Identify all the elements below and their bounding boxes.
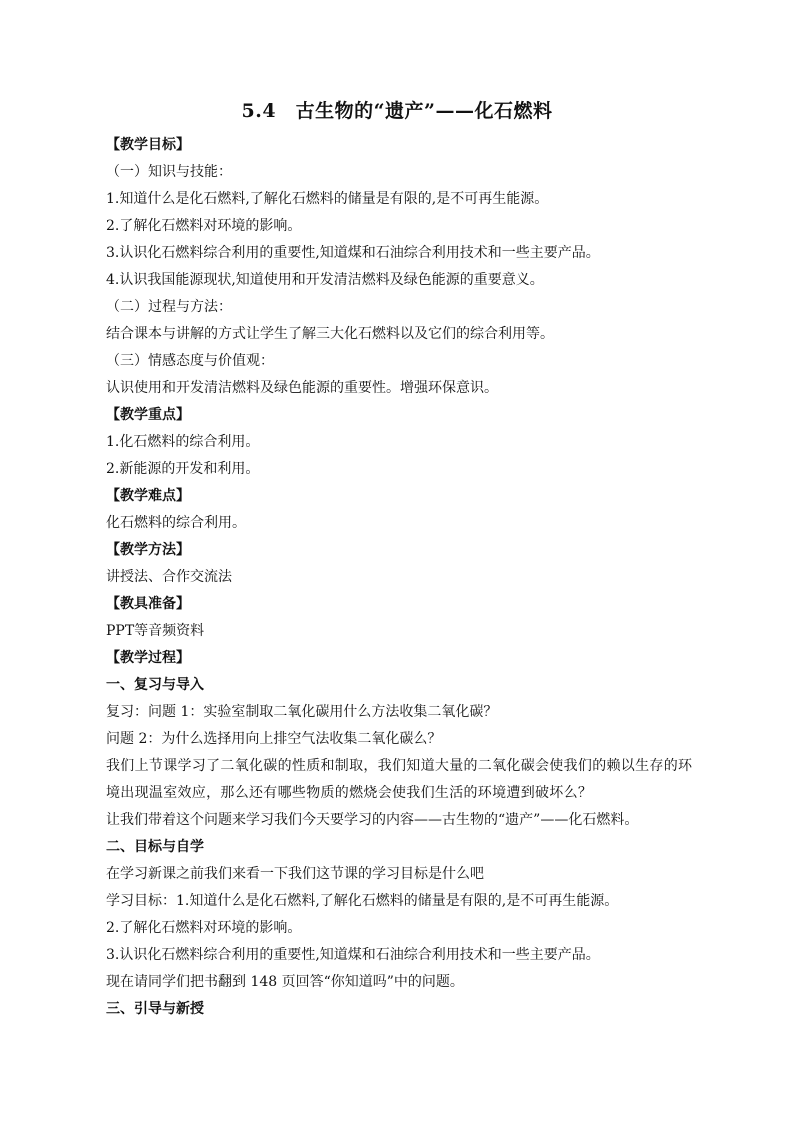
paragraph-line: 复习：问题 1：实验室制取二氧化碳用什么方法收集二氧化碳？: [106, 704, 498, 720]
section-heading: 【教学方法】: [106, 542, 190, 558]
paragraph-line: 让我们带着这个问题来学习我们今天要学习的内容——古生物的“遗产”——化石燃料。: [106, 812, 639, 828]
paragraph-line: 4.认识我国能源现状,知道使用和开发清洁燃料及绿色能源的重要意义。: [106, 272, 544, 288]
section-heading: 【教学难点】: [106, 488, 190, 504]
paragraph-line: 我们上节课学习了二氧化碳的性质和制取，我们知道大量的二氧化碳会使我们的赖以生存的环境出现温室效应，那么还有哪些物质的燃烧会使我们生活的环境遭到破坏么？: [106, 758, 693, 801]
section-heading: 二、目标与自学: [106, 839, 204, 855]
document-body: [106, 132, 706, 1023]
paragraph-line: 2.了解化石燃料对环境的影响。: [106, 218, 302, 234]
paragraph-line: （一）知识与技能：: [106, 164, 232, 180]
paragraph-line: 问题 2：为什么选择用向上排空气法收集二氧化碳么？: [106, 731, 442, 747]
paragraph-line: 认识使用和开发清洁燃料及绿色能源的重要性。增强环保意识。: [106, 380, 498, 396]
paragraph-line: 在学习新课之前我们来看一下我们这节课的学习目标是什么吧: [106, 866, 484, 882]
paragraph-line: PPT等音频资料: [106, 623, 205, 639]
section-heading: 一、复习与导入: [106, 677, 204, 693]
document-title: 5.4 古生物的“遗产”——化石燃料: [241, 100, 553, 122]
section-heading: 三、引导与新授: [106, 1001, 204, 1017]
section-heading: 【教学目标】: [106, 137, 190, 153]
paragraph-line: 现在请同学们把书翻到 148 页回答“你知道吗”中的问题。: [106, 974, 464, 990]
paragraph-line: 化石燃料的综合利用。: [106, 515, 246, 531]
section-heading: 【教学重点】: [106, 407, 190, 423]
paragraph-line: 3.认识化石燃料综合利用的重要性,知道煤和石油综合利用技术和一些主要产品。: [106, 245, 600, 261]
section-heading: 【教具准备】: [106, 596, 190, 612]
paragraph-line: （二）过程与方法：: [106, 299, 232, 315]
paragraph-line: 3.认识化石燃料综合利用的重要性,知道煤和石油综合利用技术和一些主要产品。: [106, 947, 600, 963]
paragraph-line: 讲授法、合作交流法: [106, 569, 232, 585]
paragraph-line: 学习目标：1.知道什么是化石燃料,了解化石燃料的储量是有限的,是不可再生能源。: [106, 893, 619, 909]
paragraph-line: 1.知道什么是化石燃料,了解化石燃料的储量是有限的,是不可再生能源。: [106, 191, 549, 207]
paragraph-line: 2.了解化石燃料对环境的影响。: [106, 920, 302, 936]
paragraph-line: （三）情感态度与价值观：: [106, 353, 274, 369]
paragraph-line: 结合课本与讲解的方式让学生了解三大化石燃料以及它们的综合利用等。: [106, 326, 554, 342]
paragraph-line: 1.化石燃料的综合利用。: [106, 434, 260, 450]
section-heading: 【教学过程】: [106, 650, 190, 666]
paragraph-line: 2.新能源的开发和利用。: [106, 461, 260, 477]
